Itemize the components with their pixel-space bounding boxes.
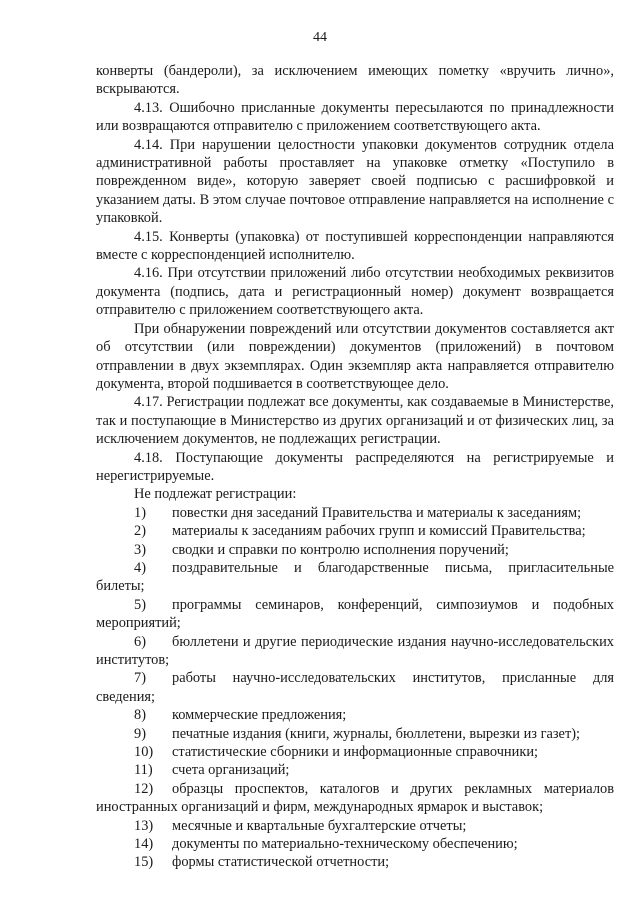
- list-item-text: формы статистической отчетности;: [172, 854, 390, 871]
- list-item-text: месячные и квартальные бухгалтерские отчеты;: [172, 817, 467, 834]
- paragraph: 4.15. Конверты (упаковка) от поступившей корреспонденции направляются вместе с корреспонденцией исполнителю.: [96, 228, 614, 264]
- paragraph: 4.14. При нарушении целостности упаковки документов сотрудник отдела административной работы проставляет на упаковке отметку «Поступило в поврежденном виде», которую заверяет своей подписью с расшифровкой и указанием даты. В этом случае почтовое отправление направляется на исполнение с упаковкой.: [96, 136, 614, 227]
- list-item-number: 9): [134, 725, 146, 742]
- list-item: [96, 853, 614, 871]
- list-item: [96, 706, 614, 724]
- paragraph: 4.13. Ошибочно присланные документы пересылаются по принадлежности или возвращаются отправителю с приложением соответствующего акта.: [96, 99, 614, 135]
- list-item-number: 2): [134, 523, 146, 540]
- list-item-text: счета организаций;: [172, 762, 290, 779]
- list-item-text: печатные издания (книги, журналы, бюллетени, вырезки из газет);: [172, 725, 581, 742]
- list-item-number: 13): [134, 817, 154, 834]
- list-item-number: 6): [134, 633, 146, 650]
- list-item-number: 10): [134, 744, 154, 761]
- list-item-number: 12): [134, 780, 154, 797]
- list-item-number: 5): [134, 596, 146, 613]
- list-item: [96, 817, 614, 835]
- list-item: [96, 596, 614, 633]
- list-item-number: 14): [134, 836, 154, 853]
- list-item: [96, 541, 614, 559]
- list-item-text: поздравительные и благодарственные письма, пригласительные билеты;: [96, 559, 614, 595]
- list-item-text: статистические сборники и информационные справочники;: [172, 744, 539, 761]
- list-item-text: сводки и справки по контролю исполнения поручений;: [172, 541, 509, 558]
- list-item-text: материалы к заседаниям рабочих групп и комиссий Правительства;: [172, 523, 586, 540]
- list-item-number: 1): [134, 504, 146, 521]
- list-item-text: программы семинаров, конференций, симпозиумов и подобных мероприятий;: [96, 596, 614, 632]
- list-item: [96, 780, 614, 817]
- list-item-text: работы научно-исследовательских институтов, присланные для сведения;: [96, 670, 614, 705]
- list-item-text: документы по материально-техническому обеспечению;: [172, 836, 518, 853]
- list-item: [96, 522, 614, 540]
- list-item: [96, 725, 614, 743]
- paragraph: 4.16. При отсутствии приложений либо отсутствии необходимых реквизитов документа (подпись, дата и регистрационный номер) документ возвращается отправителю с приложением соответствующего акта.: [96, 265, 614, 319]
- list-item-text: бюллетени и другие периодические издания научно-исследовательских институтов;: [96, 633, 614, 668]
- document-body: [96, 62, 614, 872]
- list-item-number: 4): [134, 559, 146, 576]
- list-item-number: 8): [134, 707, 146, 724]
- list-item: [96, 504, 614, 522]
- list-item: [96, 559, 614, 596]
- list-item: [96, 835, 614, 853]
- list-item-number: 7): [134, 670, 146, 687]
- list-heading: Не подлежат регистрации:: [134, 486, 297, 503]
- page-number: 44: [313, 30, 327, 45]
- list-item-number: 15): [134, 854, 154, 871]
- list-item: [96, 669, 614, 706]
- paragraph: 4.17. Регистрации подлежат все документы, как создаваемые в Министерстве, так и поступающие в Министерство из других организаций и от физических лиц, за исключением документов, не подлежащих регистрации.: [96, 394, 614, 448]
- list-item-text: коммерческие предложения;: [172, 707, 347, 724]
- list-item-number: 3): [134, 541, 146, 558]
- non-registered-list: [96, 504, 614, 872]
- list-item-text: повестки дня заседаний Правительства и материалы к заседаниям;: [172, 504, 582, 521]
- paragraph: При обнаружении повреждений или отсутствии документов составляется акт об отсутствии (или повреждении) документов (приложений) в почтовом отправлении в двух экземплярах. Один экземпляр акта направляется отправителю документа, второй подшивается в соответствующее дело.: [96, 320, 614, 392]
- paragraph: 4.18. Поступающие документы распределяются на регистрируемые и нерегистрируемые.: [96, 449, 614, 484]
- list-item-text: образцы проспектов, каталогов и других рекламных материалов иностранных организаций и фирм, международных ярмарок и выставок;: [96, 780, 614, 816]
- paragraph: конверты (бандероли), за исключением имеющих пометку «вручить лично», вскрываются.: [96, 63, 614, 98]
- list-item: [96, 743, 614, 761]
- list-item: [96, 633, 614, 670]
- list-item: [96, 761, 614, 779]
- list-item-number: 11): [134, 762, 153, 779]
